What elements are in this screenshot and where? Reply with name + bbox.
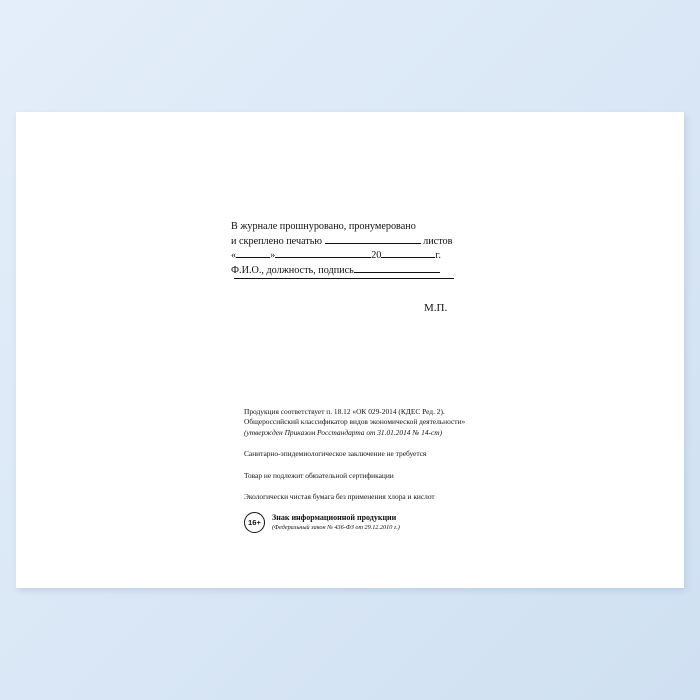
legal-notes: [244, 407, 584, 513]
year-suffix: г.: [435, 250, 441, 262]
year-prefix: 20: [371, 250, 382, 262]
seal-line-1-text: В журнале прошнуровано, пронумеровано: [231, 221, 416, 232]
month-blank: [275, 257, 371, 258]
seal-certification-block: [231, 220, 511, 278]
note-paper: [244, 492, 584, 502]
signer-label: Ф.И.О., должность, подпись: [231, 264, 354, 276]
document-page: [16, 112, 684, 588]
date-quote-open: «: [231, 250, 237, 262]
signature-rule: [234, 278, 454, 279]
note-okved-line-3: (утвержден Приказом Росстандарта от 31.01.2014 № 14-ст): [244, 427, 443, 437]
note-okved-line-1: Продукция соответствует п. 18.12 «ОК 029-2014 (КДЕС Ред. 2).: [244, 407, 445, 416]
sheets-count-blank: [325, 243, 421, 244]
seal-line-2: [231, 235, 511, 250]
year-blank: [381, 257, 435, 258]
age-rating-title: Знак информационной продукции: [272, 513, 397, 522]
note-certification-line-1: Товар не подлежит обязательной сертификации: [244, 470, 394, 480]
seal-line-4: [231, 264, 511, 279]
seal-line-3: [231, 249, 511, 264]
note-okved: [244, 407, 584, 438]
note-okved-line-2: Общероссийский классификатор видов экономической деятельности»: [244, 417, 466, 427]
age-rating-badge-icon: 16+: [244, 512, 265, 533]
age-rating-text: [272, 511, 400, 532]
seal-line-2-suffix: листов: [423, 235, 453, 247]
date-quote-close: »: [270, 250, 276, 262]
note-paper-line-1: Экологически чистая бумага без применения хлора и кислот: [244, 492, 435, 502]
stamp-place-label: М.П.: [424, 302, 448, 314]
signature-blank: [354, 272, 440, 273]
note-sanitary-line-1: Санитарно-эпидемиологическое заключение не требуется: [244, 449, 427, 459]
note-sanitary: [244, 449, 584, 459]
age-rating-subtitle: (Федеральный закон № 436-ФЗ от 29.12.2010 г.): [272, 524, 400, 531]
page-content: [16, 112, 684, 588]
seal-line-2-prefix: и скреплено печатью: [231, 235, 323, 247]
seal-line-1: [231, 220, 511, 235]
age-rating-mark: [244, 511, 400, 533]
day-blank: [236, 257, 270, 258]
note-certification: [244, 471, 584, 481]
